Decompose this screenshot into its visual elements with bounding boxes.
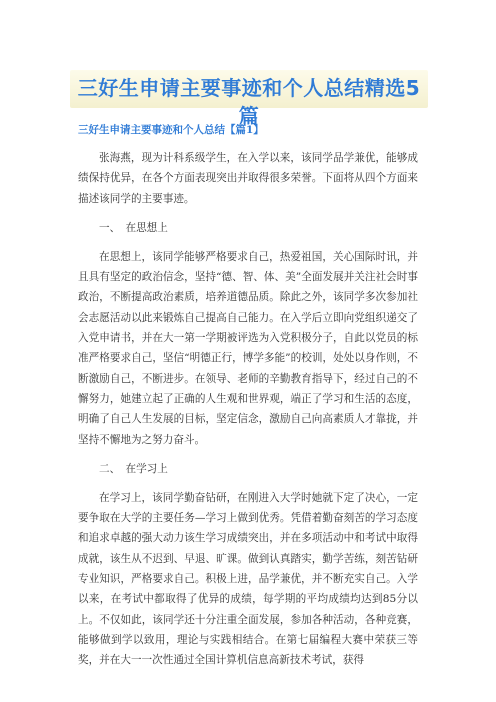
article-body bbox=[78, 148, 418, 671]
paragraph-intro: 张海燕，现为计科系级学生，在入学以来，该同学品学兼优，能够成绩保持优异，在各个方面表现突出并取得很多荣誉。下面将从四个方面来描述该同学的主要事迹。 bbox=[78, 152, 418, 205]
paragraph-thought: 在思想上，该同学能够严格要求自己，热爱祖国，关心国际时讯，并且具有坚定的政治信念，坚持“德、智、体、美”全面发展并关注社会时事政治，不断提高政治素质，培养道德品质。除此之外，该同学多次参加社会志愿活动以此来锻炼自己提高自己能力。在入学后立即向党组织递交了入党申请书，并在大一第一学期被评选为入党积极分子，自此以党员的标准严格要求自己，坚信“明德正行，博学多能”的校训，处处以身作则，不断激励自己，不断进步。在领导、老师的辛勤教育指导下，经过自己的不懈努力，她建立起了正确的人生观和世界观，端正了学习和生活的态度，明确了自己人生发展的目标，坚定信念，激励自己向高素质人才靠拢，并坚持不懈地为之努力奋斗。 bbox=[78, 250, 418, 446]
section-heading-thought: 一、 在思想上 bbox=[99, 221, 168, 234]
article-subtitle: 三好生申请主要事迹和个人总结【篇1】 bbox=[78, 124, 264, 136]
section-heading-study: 二、 在学习上 bbox=[99, 462, 168, 475]
paragraph-study: 在学习上，该同学勤奋钻研，在刚进入大学时她就下定了决心，一定要争取在大学的主要任务—学习上做到优秀。凭借着勤奋刻苦的学习态度和追求卓越的强大动力该生学习成绩突出，并在多项活动中和考试中取得成就，该生从不迟到、早退、旷课。做到认真踏实，勤学苦练，刻苦钻研专业知识，严格要求自己。积极上进，品学兼优，并不断充实自己。入学以来，在考试中都取得了优异的成绩，每学期的平均成绩均达到85分以上。不仅如此，该同学还十分注重全面发展，参加各种活动，各种竞赛，能够做到学以致用，理论与实践相结合。在第七届编程大赛中荣获三等奖，并在大一一次性通过全国计算机信息高新技术考试，获得 bbox=[78, 491, 418, 667]
page-title: 三好生申请主要事迹和个人总结精选5篇 bbox=[77, 76, 421, 128]
